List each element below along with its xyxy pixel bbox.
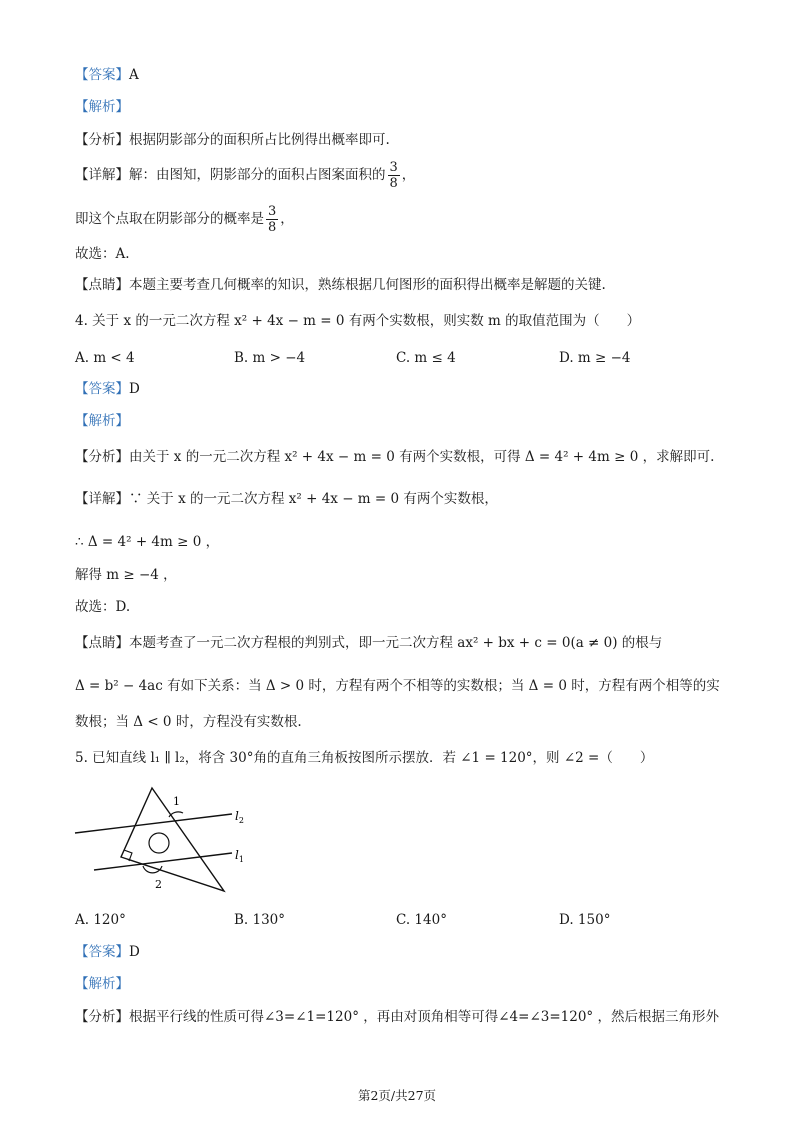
- q4-dianjing-l1: 本题考查了一元二次方程根的判别式，即一元二次方程 ax² + bx + c = 0(a ≠ 0) 的根与: [129, 635, 663, 651]
- page-footer: 第2页/共27页: [357, 1088, 437, 1103]
- q3-fraction-2: [266, 204, 278, 235]
- q4-step1: ∴ Δ = 4² + 4m ≥ 0 ，: [75, 534, 220, 550]
- q3-dianjing-text: 本题主要考查几何概率的知识，熟练根据几何图形的面积得出概率是解题的关键.: [129, 277, 606, 293]
- q3-answer-line: [75, 66, 139, 84]
- q3-fraction: [388, 160, 400, 191]
- q5-option-d: D. 150°: [559, 912, 611, 928]
- q4-stem: 4. 关于 x 的一元二次方程 x² + 4x − m = 0 有两个实数根，则实数 m 的取值范围为（ ）: [75, 313, 641, 329]
- q3-choose: 故选：A.: [75, 246, 130, 262]
- q4-option-c: C. m ≤ 4: [396, 350, 456, 366]
- q3-xiangjie-pre: 解：由图知，阴影部分的面积占图案面积的: [129, 167, 386, 183]
- q3-probability-line: [75, 202, 294, 236]
- xiangjie-tag: 【详解】: [75, 491, 129, 507]
- angle-2-label: 2: [155, 878, 162, 891]
- xiangjie-tag: 【详解】: [75, 167, 129, 183]
- q5-fenxi-text: 根据平行线的性质可得∠3=∠1=120° ，再由对顶角相等可得∠4=∠3=120° ，然后根据三角形外: [129, 1009, 719, 1025]
- line-l2: [75, 814, 232, 833]
- analysis-tag: 【解析】: [75, 976, 129, 992]
- line-l2-label: $l_2$: [235, 809, 244, 825]
- q4-dianjing-line: [75, 634, 662, 652]
- answer-tag: 【答案】: [75, 944, 129, 960]
- answer-tag: 【答案】: [75, 381, 129, 397]
- angle-1-label: 1: [173, 795, 180, 808]
- fraction-numerator: 3: [268, 204, 277, 219]
- q5-option-c: C. 140°: [396, 912, 447, 928]
- q3-xiangjie-post: ，: [401, 167, 416, 183]
- q4-step2: 解得 m ≥ −4 ，: [75, 567, 177, 583]
- dianjing-tag: 【点睛】: [75, 635, 129, 651]
- fraction-denominator: 8: [389, 176, 398, 191]
- q3-fenxi-text: 根据阴影部分的面积所占比例得出概率即可.: [129, 132, 390, 148]
- q4-analysis-line: [75, 412, 129, 430]
- q5-fenxi-line: [75, 1008, 719, 1026]
- q4-fenxi-text: 由关于 x 的一元二次方程 x² + 4x − m = 0 有两个实数根，可得 Δ = 4² + 4m ≥ 0 ，求解即可.: [129, 449, 715, 465]
- q4-option-b: B. m > −4: [234, 350, 306, 366]
- q4-dianjing-l2: Δ = b² − 4ac 有如下关系：当 Δ > 0 时，方程有两个不相等的实数根；当 Δ = 0 时，方程有两个相等的实: [75, 678, 720, 694]
- fenxi-tag: 【分析】: [75, 449, 129, 465]
- q3-fenxi-line: [75, 131, 390, 149]
- q3-dianjing-line: [75, 276, 606, 294]
- fraction-denominator: 8: [268, 220, 277, 235]
- q5-answer-line: [75, 943, 140, 961]
- circle-mark: [149, 833, 169, 853]
- line-l1: [94, 853, 232, 870]
- q3-line2-pre: 即这个点取在阴影部分的概率是: [75, 211, 264, 227]
- analysis-tag: 【解析】: [75, 413, 129, 429]
- q5-figure: [70, 780, 260, 895]
- q4-dianjing-l3: 数根；当 Δ < 0 时，方程没有实数根.: [75, 714, 302, 730]
- fenxi-tag: 【分析】: [75, 1009, 129, 1025]
- q5-stem: 5. 已知直线 l₁ ∥ l₂，将含 30°角的直角三角板按图所示摆放．若 ∠1 = 120°，则 ∠2 =（ ）: [75, 750, 654, 766]
- q3-choose-line: [75, 245, 130, 263]
- dianjing-tag: 【点睛】: [75, 277, 129, 293]
- q5-option-a: A. 120°: [75, 912, 126, 928]
- q5-option-b: B. 130°: [234, 912, 286, 928]
- q4-option-d: D. m ≥ −4: [559, 350, 631, 366]
- answer-tag: 【答案】: [75, 67, 129, 83]
- q4-answer-line: [75, 380, 140, 398]
- q3-analysis-line: [75, 98, 129, 116]
- line-l1-label: $l_1$: [235, 848, 244, 864]
- q4-option-a: A. m < 4: [75, 350, 135, 366]
- q3-xiangjie-line: [75, 158, 415, 192]
- q4-choose: 故选：D.: [75, 599, 131, 615]
- q3-answer: A: [129, 67, 139, 83]
- fraction-numerator: 3: [389, 160, 398, 175]
- q3-line2-post: ，: [280, 211, 294, 227]
- q4-xiangjie-line: [75, 490, 498, 508]
- q4-fenxi-line: [75, 448, 714, 466]
- fenxi-tag: 【分析】: [75, 132, 129, 148]
- q5-analysis-line: [75, 975, 129, 993]
- q5-answer: D: [129, 944, 140, 960]
- analysis-tag: 【解析】: [75, 99, 129, 115]
- q4-xiangjie-text: ∵ 关于 x 的一元二次方程 x² + 4x − m = 0 有两个实数根，: [129, 491, 498, 507]
- q4-answer: D: [129, 381, 140, 397]
